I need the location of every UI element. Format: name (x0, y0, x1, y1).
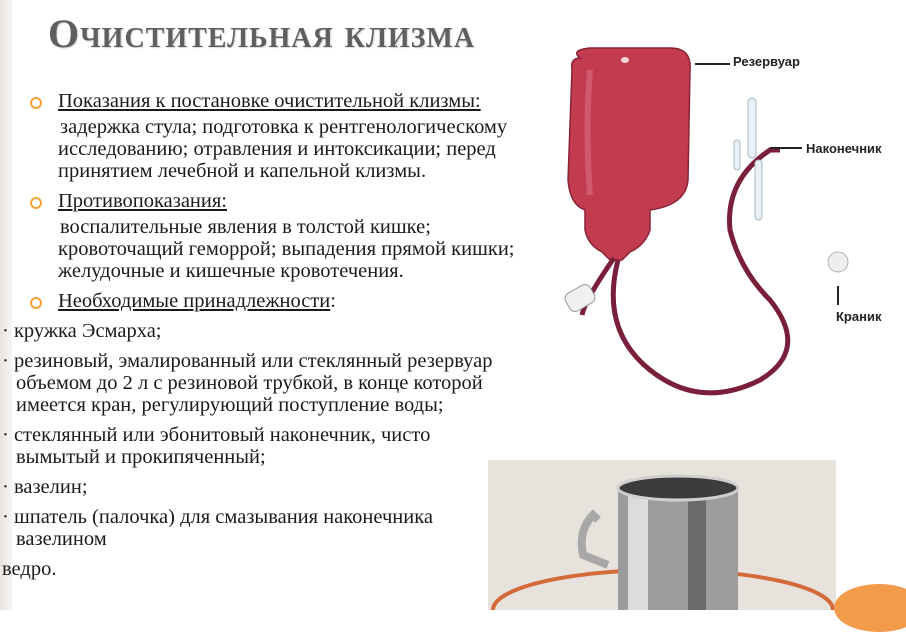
orange-circle-bullet-icon (30, 297, 42, 309)
text-line: кровоточащий геморрой; выпадения прямой кишки; (58, 238, 515, 260)
contraindications-heading: Противопоказания: (58, 190, 227, 212)
tap-label: Краник (836, 309, 882, 324)
tip-shape (748, 98, 756, 158)
supplies-heading: Необходимые принадлежности (58, 290, 331, 312)
orange-circle-bullet-icon (30, 97, 42, 109)
list-item-continuation: объемом до 2 л с резиновой трубкой, в конце которой (16, 372, 483, 394)
corner-decoration (834, 584, 906, 632)
tip-shape-long (755, 160, 762, 220)
small-tap-shape (828, 252, 848, 272)
reservoir-label: Резервуар (733, 54, 800, 69)
list-item-text: · стеклянный или эбонитовый наконечник, чисто (2, 424, 431, 446)
list-item-continuation: имеется кран, регулирующий поступление воды; (16, 394, 444, 416)
list-item-continuation: вымытый и прокипяченный; (16, 446, 266, 468)
reservoir-hook-hole (621, 57, 629, 63)
text-line: принятием лечебной и капельной клизмы. (58, 160, 427, 182)
text-line: желудочные и кишечные кровотечения. (58, 260, 404, 282)
list-item-text: · вазелин; (2, 476, 88, 498)
supplies-heading-colon: : (330, 290, 336, 312)
orange-circle-bullet-icon (30, 197, 42, 209)
list-item (2, 350, 618, 416)
slide-title: Очистительная клизма (48, 11, 476, 56)
text-line: исследованию; отравления и интоксикации; перед (58, 138, 496, 160)
text-line: воспалительные явления в толстой кишке; (60, 216, 431, 238)
list-item-continuation: вазелином (16, 528, 107, 550)
list-item-text: · кружка Эсмарха; (2, 320, 162, 342)
list-item-text: ведро. (2, 558, 57, 580)
tip-label: Наконечник (806, 141, 882, 156)
esmarch-mug-illustration (530, 30, 850, 430)
list-item (2, 320, 618, 342)
tap-shape (563, 282, 597, 313)
list-item-text: · резиновый, эмалированный или стеклянный резервуар (2, 350, 493, 372)
list-item-text: · шпатель (палочка) для смазывания наконечника (2, 506, 433, 528)
tip-shape-small (734, 140, 740, 170)
metal-mug-photo (488, 460, 836, 610)
text-line: задержка стула; подготовка к рентгенологическому (60, 116, 508, 138)
indications-heading: Показания к постановке очистительной клизмы: (58, 90, 481, 112)
